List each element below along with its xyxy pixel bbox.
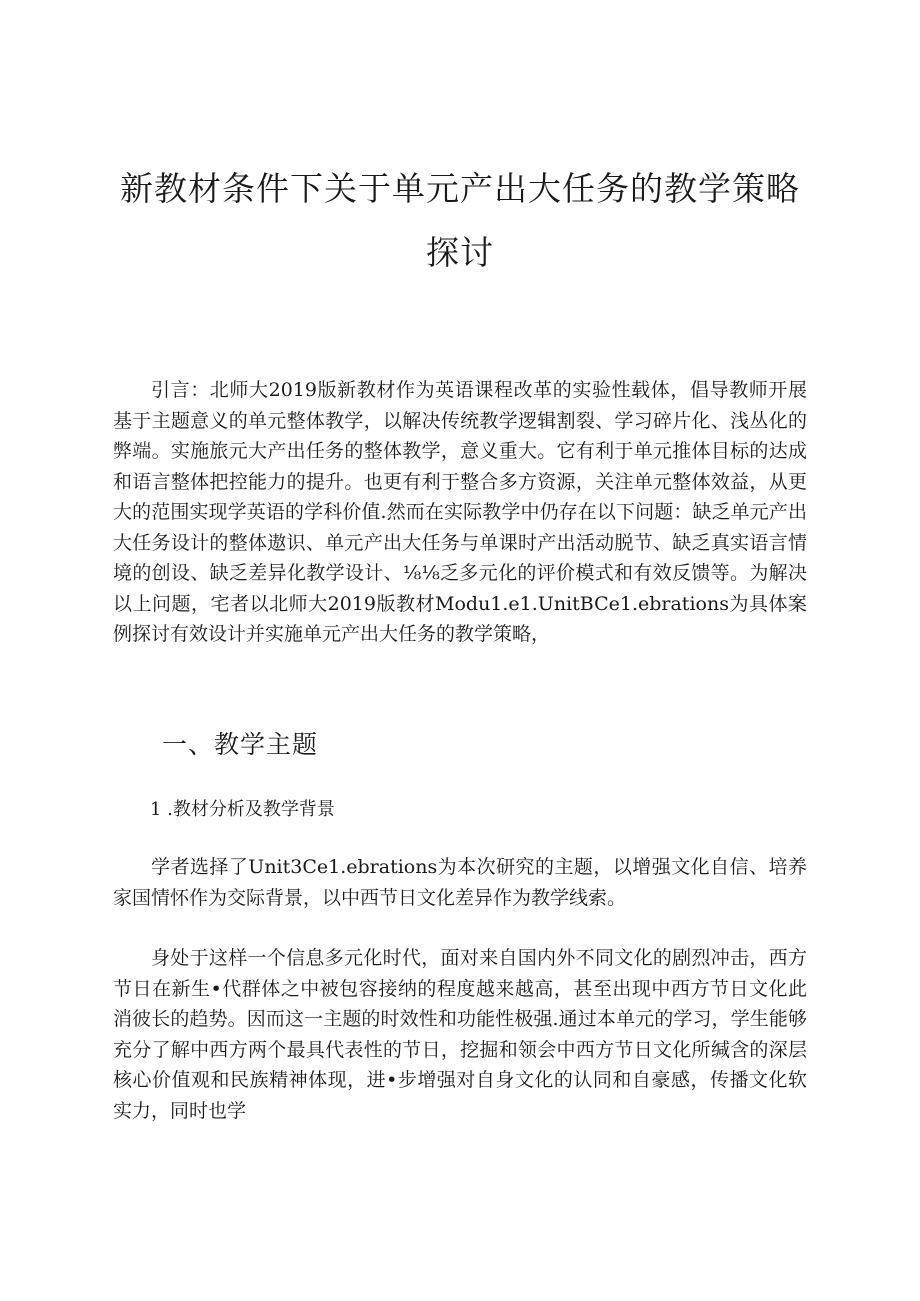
- subsection-heading-material-analysis: 1 .教材分析及教学背景: [150, 799, 335, 820]
- section-heading-teaching-theme: 一、教学主题: [162, 730, 319, 759]
- document-title-line1: 新教材条件下关于单元产出大任务的教学策略: [120, 169, 800, 208]
- intro-paragraph: 引言：北师大2019版新教材作为英语课程改革的实验性载体，倡导教师开展基于主题意义的单元整体教学，以解决传统教学逻辑割裂、学习碎片化、浅丛化的弊端。实施旅元大产出任务的整体教学，意义重大。它有利于单元推体目标的达成和语言整体把控能力的提升。也更有利于整合多方资源，关注单元整体效益，从更大的范围实现学英语的学科价值.然而在实际教学中仍存在以下问题：缺乏单元产出大任务设计的整体遨识、单元产出大任务与单课时产出活动脱节、缺乏真实语言情境的创设、缺乏差异化教学设计、⅛⅛乏多元化的评价模式和有效反馈等。为解决以上问题，宅者以北师大2019版教材Modu1.e1.UnitBCe1.ebrations为具体案例探讨有效设计并实施单元产出大任务的教学策略，: [113, 379, 807, 645]
- document-title-line2: 探讨: [426, 233, 494, 272]
- body-paragraph-2: 身处于这样一个信息多元化时代，面对来自国内外不同文化的剧烈冲击，西方节日在新生•代群体之中被包容接纳的程度越来越高，甚至出现中西方节日文化此消彼长的趋势。因而这一主题的时效性和功能性极强.通过本单元的学习，学生能够充分了解中西方两个最具代表性的节日，挖掘和领会中西方节日文化所缄含的深层核心价值观和民族精神体现，进•步增强对自身文化的认同和自豪感，传播文化软实力，同时也学: [113, 947, 807, 1122]
- body-paragraph-1: 学者选择了Unit3Ce1.ebrations为本次研究的主题，以增强文化自信、培养家国情怀作为交际背景，以中西节日文化差异作为教学线索。: [113, 856, 807, 909]
